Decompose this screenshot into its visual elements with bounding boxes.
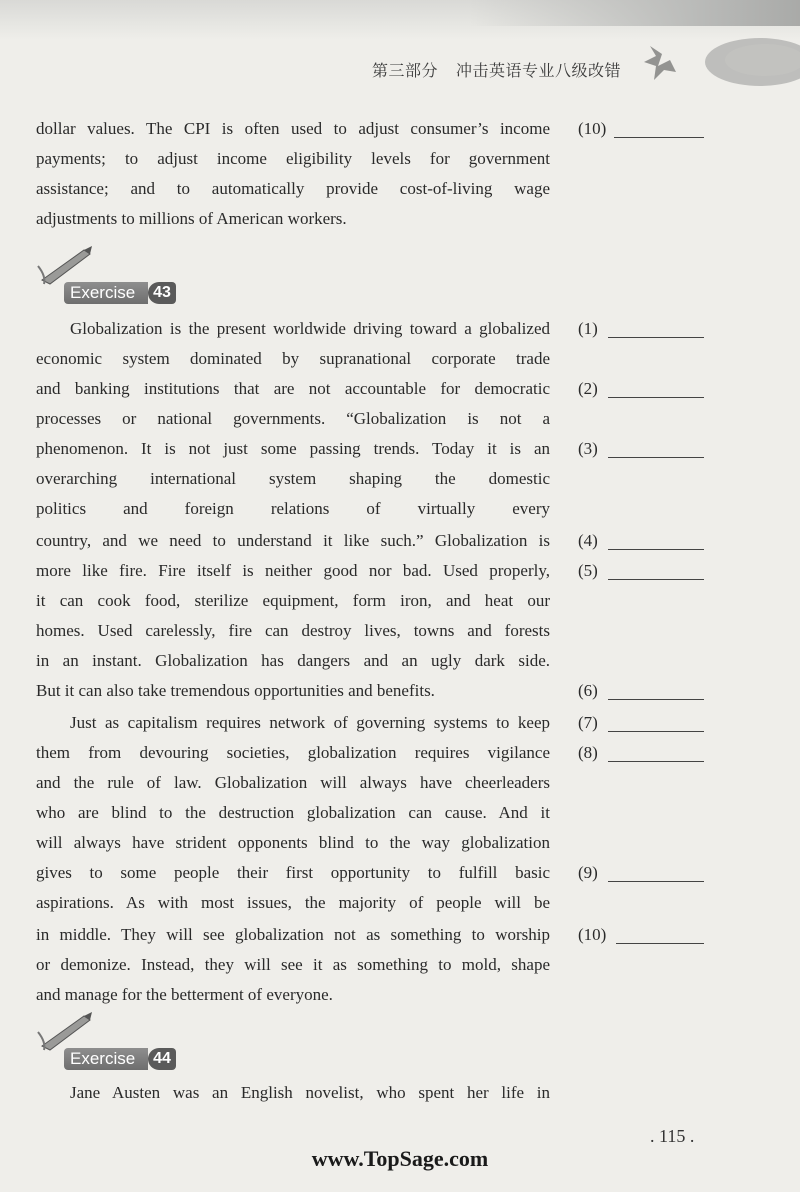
exercise-number: 43	[148, 282, 176, 304]
blank-rule	[608, 337, 704, 338]
answer-blank[interactable]	[578, 924, 704, 948]
header-decoration-icon	[640, 36, 800, 96]
exercise-label: Exercise	[64, 1048, 148, 1070]
blank-rule	[608, 731, 704, 732]
blank-number: (2)	[578, 379, 598, 398]
blank-rule	[608, 397, 704, 398]
blank-rule	[608, 699, 704, 700]
blank-number: (10)	[578, 119, 607, 138]
footer-url: www.TopSage.com	[311, 1146, 489, 1171]
answer-blank[interactable]	[578, 438, 704, 462]
exercise-43-heading	[36, 246, 186, 308]
blank-rule	[608, 457, 704, 458]
answer-blank[interactable]	[578, 712, 704, 736]
blank-rule	[608, 881, 704, 882]
blank-rule	[608, 549, 704, 550]
passage-line: politics and foreign relations of virtually every	[36, 499, 550, 518]
blank-number: (3)	[578, 439, 598, 458]
blank-rule	[608, 579, 704, 580]
blank-rule	[616, 943, 704, 944]
pencil-icon	[36, 246, 96, 286]
passage-line: payments; to adjust income eligibility levels for government	[36, 149, 550, 168]
answer-blank[interactable]	[578, 530, 704, 554]
passage-line: Just as capitalism requires network of governing systems to keep	[70, 713, 550, 732]
header-swoosh	[470, 0, 800, 26]
passage-line: or demonize. Instead, they will see it as something to mold, shape	[36, 955, 550, 974]
exercise-number: 44	[148, 1048, 176, 1070]
passage-line: dollar values. The CPI is often used to adjust consumer’s income	[36, 119, 550, 138]
pencil-icon	[36, 1012, 96, 1052]
page-number: . 115 .	[650, 1126, 695, 1146]
blank-rule	[614, 137, 704, 138]
exercise-label: Exercise	[64, 282, 148, 304]
passage-line: and banking institutions that are not accountable for democratic	[36, 379, 550, 398]
answer-blank[interactable]	[578, 560, 704, 584]
passage-line: adjustments to millions of American workers.	[36, 209, 347, 228]
blank-number: (8)	[578, 743, 598, 762]
passage-line: and the rule of law. Globalization will always have cheerleaders	[36, 773, 550, 792]
header-part: 第三部分	[372, 61, 439, 80]
blank-number: (10)	[578, 925, 607, 944]
passage-line: Jane Austen was an English novelist, who spent her life in	[70, 1083, 550, 1102]
blank-number: (9)	[578, 863, 598, 882]
blank-number: (7)	[578, 713, 598, 732]
passage-line: who are blind to the destruction globalization can cause. And it	[36, 803, 550, 822]
blank-number: (5)	[578, 561, 598, 580]
answer-blank[interactable]	[578, 862, 704, 886]
passage-line: more like fire. Fire itself is neither good nor bad. Used properly,	[36, 561, 550, 580]
passage-line: in an instant. Globalization has dangers and an ugly dark side.	[36, 651, 550, 670]
blank-number: (4)	[578, 531, 598, 550]
passage-line: them from devouring societies, globalization requires vigilance	[36, 743, 550, 762]
passage-line: overarching international system shaping the domestic	[36, 469, 550, 488]
passage-line: country, and we need to understand it like such.” Globalization is	[36, 531, 550, 550]
passage-line: But it can also take tremendous opportunities and benefits.	[36, 681, 435, 700]
passage-line: homes. Used carelessly, fire can destroy lives, towns and forests	[36, 621, 550, 640]
answer-blank[interactable]	[578, 742, 704, 766]
answer-blank[interactable]	[578, 318, 704, 342]
passage-line: gives to some people their first opportunity to fulfill basic	[36, 863, 550, 882]
passage-line: in middle. They will see globalization not as something to worship	[36, 925, 550, 944]
passage-line: phenomenon. It is not just some passing trends. Today it is an	[36, 439, 550, 458]
answer-blank[interactable]	[578, 680, 704, 704]
passage-line: and manage for the betterment of everyone.	[36, 985, 333, 1004]
blank-number: (1)	[578, 319, 598, 338]
passage-line: it can cook food, sterilize equipment, form iron, and heat our	[36, 591, 550, 610]
blank-rule	[608, 761, 704, 762]
passage-line: processes or national governments. “Globalization is not a	[36, 409, 550, 428]
running-header	[372, 58, 621, 82]
header-title: 冲击英语专业八级改错	[456, 61, 622, 80]
exercise-44-heading	[36, 1012, 186, 1074]
passage-line: aspirations. As with most issues, the majority of people will be	[36, 893, 550, 912]
answer-blank[interactable]	[578, 118, 704, 142]
passage-line: assistance; and to automatically provide cost-of-living wage	[36, 179, 550, 198]
passage-line: will always have strident opponents blind to the way globalization	[36, 833, 550, 852]
passage-line: Globalization is the present worldwide driving toward a globalized	[70, 319, 550, 338]
blank-number: (6)	[578, 681, 598, 700]
passage-line: economic system dominated by supranational corporate trade	[36, 349, 550, 368]
answer-blank[interactable]	[578, 378, 704, 402]
